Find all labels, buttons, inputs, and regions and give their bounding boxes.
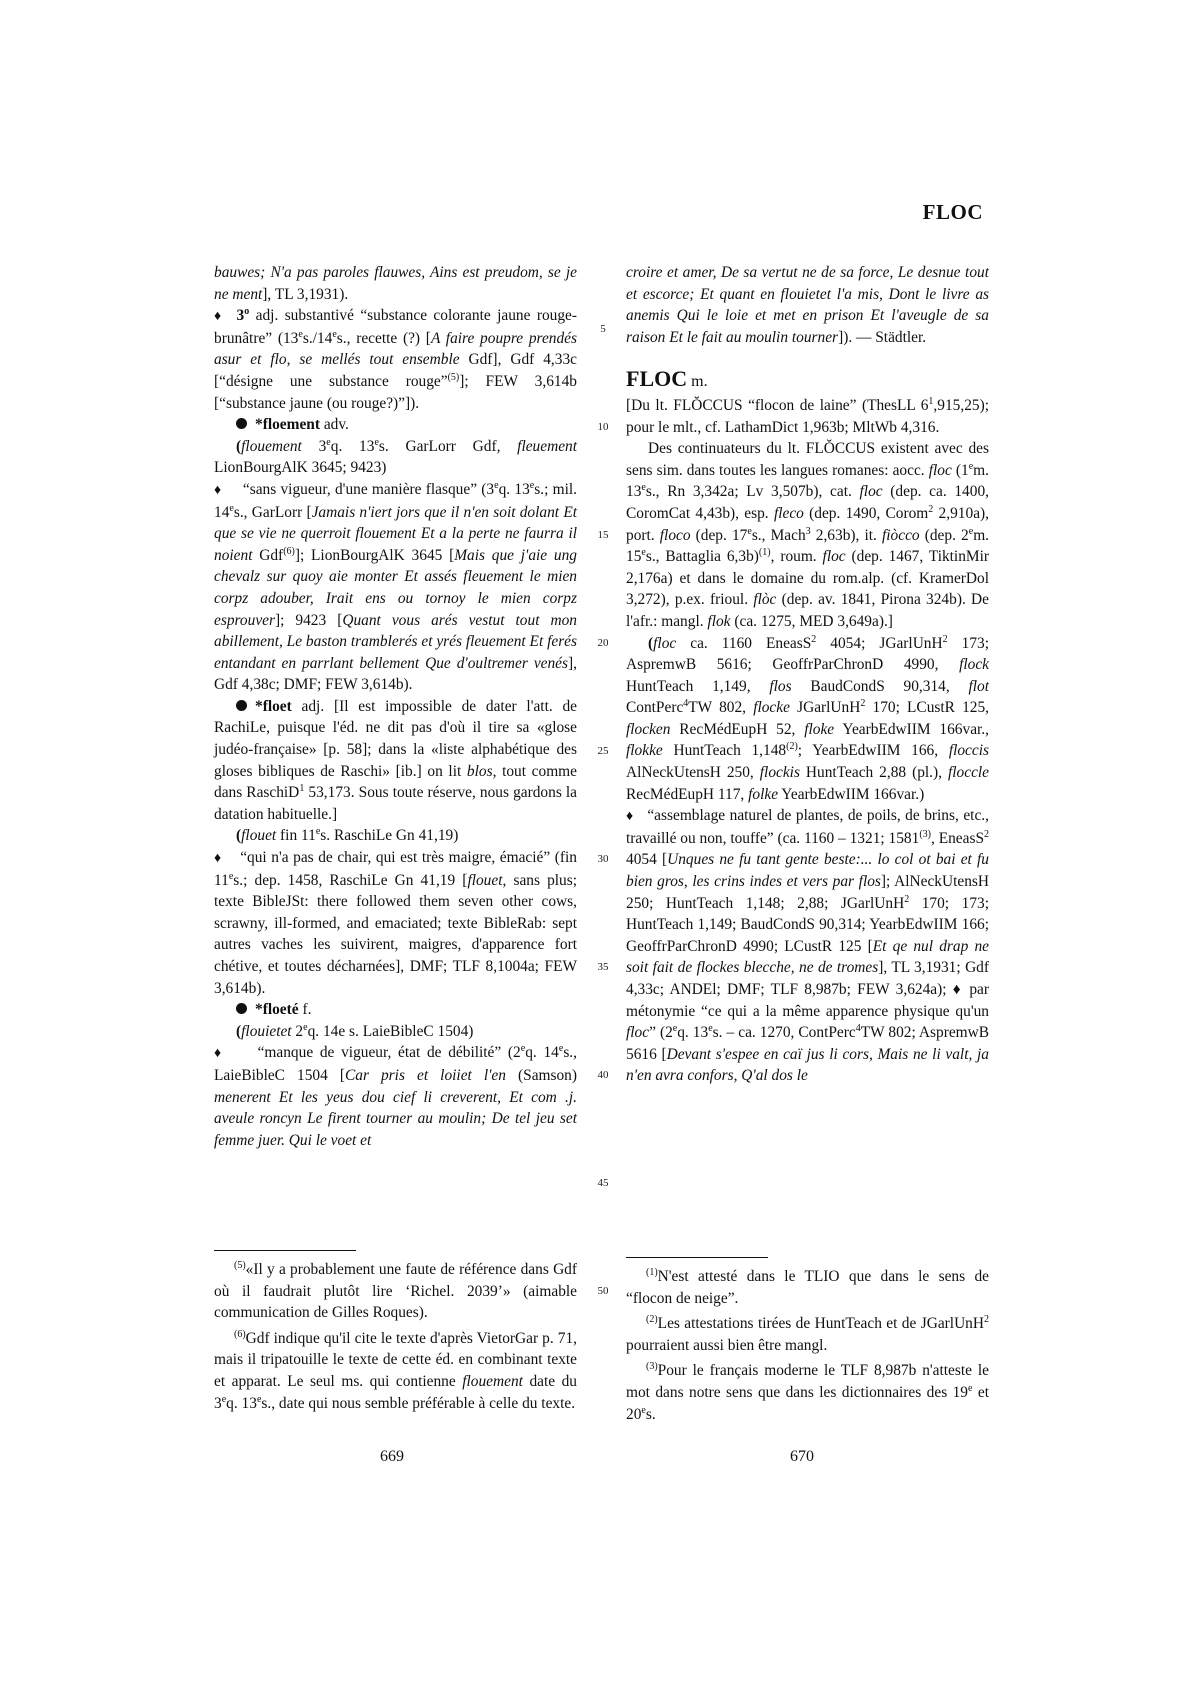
footnote-6: $^{(6)}$Gdf indique qu'il cite le texte d'après VietorGar p. 71, mais il tripatouille le texte de cette éd. en combinant texte et apparat. Le seul ms. qui contienne flouement date du 3eq. 13es., date qui nous semble préférable à celle du texte.: [214, 1328, 577, 1412]
diamond-icon: ♦: [626, 809, 634, 825]
forms-floete: (flouietet 2eq. 14e s. LaieBibleC 1504): [236, 1021, 474, 1040]
sense-3-paragraph: ♦ 3$^o$ adj. substantivé “substance colorante jaune rouge-brunâtre” (13es./14es., recette (?) [A faire poupre prendés asur et flo, se mellés tout ensemble Gdf], Gdf 4,33c [“désigne une substance rouge”$^{(5)}$]; FEW 3,614b [“substance jaune (ou rouge?)”]).: [214, 306, 577, 412]
subentry-floement: *floement adv.: [214, 414, 577, 436]
forms-floc: (floc ca. 1160 EneasS$^2$ 4054; JGarlUnH$^2$ 173; AspremwB 5616; GeoffrParChronD 4990, flock HuntTeach 1,149, flos BaudCondS 90,314, flot ContPerc$^4$TW 802, flocke JGarlUnH$^2$ 170; LCustR 125, flocken RecMédEupH 52, floke YearbEdwIIM 166var., flokke HuntTeach 1,148$^{(2)}$; YearbEdwIIM 166, floccis AlNeckUtensH 250, flockis HuntTeach 2,88 (pl.), floccle RecMédEupH 117, folke YearbEdwIIM 166var.): [626, 633, 990, 803]
line-number: 30: [597, 853, 609, 865]
line-number: 40: [597, 1069, 609, 1081]
footnotes-left: [214, 1250, 577, 1418]
diamond-icon: ♦: [952, 981, 964, 998]
line-number: 10: [597, 421, 609, 433]
subentry-floet: *floet adj. [Il est impossible de dater l'att. de RachiLe, puisque l'éd. ne dit pas d'où il tire sa «glose judéo-française» [p. 58]; dans la «liste alphabétique des gloses bibliques de Raschi» [ib.] on lit blos, tout comme dans RaschiD$^1$ 53,173. Sous toute réserve, nous gardons la datation habituelle.]: [214, 697, 577, 823]
etymology-paragraph: [Du lt. FLŎCCUS “flocon de laine” (ThesLL $6^1,915,25$); pour le mlt., cf. LathamDict 1,963b; MltWb 4,316.: [626, 395, 989, 436]
footnote-ref-1[interactable]: (1): [758, 547, 771, 558]
left-paragraph-1: bauwes; N'a pas paroles flauwes, Ains est preudom, se je ne ment], TL 3,1931).: [214, 264, 577, 303]
right-column: [626, 262, 989, 1087]
bullet-dot-icon: [236, 1003, 247, 1014]
line-number: 5: [600, 323, 606, 335]
romance-continuants-paragraph: Des continuateurs du lt. FLŎCCUS existent avec des sens sim. dans toutes les langues romanes: aocc. floc (1em. 13es., Rn 3,342a; Lv 3,507b), cat. floc (dep. ca. 1400, CoromCat 4,43b), esp. fleco (dep. 1490, Corom$^2$ 2,910a), port. floco (dep. 17es., Mach$^3$ 2,63b), it. fiòcco (dep. 2em. 15es., Battaglia 6,3b)$^{(1)}$, roum. floc (dep. 1467, TiktinMir 2,176a) et dans le domaine du rom.alp. (cf. KramerDol 3,272), p.ex. frioul. flòc (dep. av. 1841, Pirona 324b). De l'afr.: mangl. flok (ca. 1275, MED 3,649a).]: [626, 440, 990, 630]
sense-floement: ♦ “sans vigueur, d'une manière flasque” (3eq. 13es.; mil. 14es., GarLorr [Jamais n'iert jors que il n'en soit dolant Et que se vie ne querroit flouement Et a la perte ne faurra il noient Gdf$^{(6)}$]; LionBourgAlK 3645 [Mais que j'aie ung chevalz sur quoy aie monter Et assés fleuement le mien corpz adouber, Irait ens ou tornoy le mien corpz esprouver]; 9423 [Quant vous arés vestut tout mon abillement, Le baston tramblerés et yrés fleuement Et ferés entandant en parrlant bellement Que d'oultremer venés], Gdf 4,38c; DMF; FEW 3,614b).: [214, 479, 577, 694]
footnote-2: $^{(2)}$Les attestations tirées de HuntTeach et de JGarlUnH$^2$ pourraient aussi bien être mangl.: [626, 1314, 989, 1354]
entry-headword: FLOC m.: [626, 366, 708, 392]
footnotes-right: [626, 1257, 989, 1429]
line-number: 50: [597, 1285, 609, 1297]
sense-floet: ♦ “qui n'a pas de chair, qui est très maigre, émacié” (fin 11es.; dep. 1458, RaschiLe Gn 41,19 [flouet, sans plus; texte BibleJSt: there followed them seven other cows, scrawny, ill-formed, and emaciated; texte BibleRab: sept autres vaches les suivirent, maigres, d'apparence fort chétive, et toutes décharnées], DMF; TLF 8,1004a; FEW 3,614b).: [214, 849, 577, 997]
diamond-icon: ♦: [214, 1046, 225, 1062]
line-number: 20: [597, 637, 609, 649]
footnote-rule: [626, 1257, 768, 1258]
left-column: [214, 262, 577, 1151]
sense-floete: ♦ “manque de vigueur, état de débilité” (2eq. 14es., LaieBibleC 1504 [Car pris et loiiet l'en (Samson) menerent Et les yeus dou cief li creverent, Et com .j. aveule roncyn Le firent tourner au moulin; De tel jeu set femme juer. Qui le voet et: [214, 1043, 578, 1149]
footnote-1: $^{(1)}$N'est attesté dans le TLIO que dans le sens de “flocon de neige”.: [626, 1266, 989, 1307]
footnote-ref-5[interactable]: (5): [447, 371, 460, 383]
forms-floet: (flouet fin 11es. RaschiLe Gn 41,19): [236, 826, 459, 845]
line-number: 25: [597, 745, 609, 757]
sense-floc: ♦ “assemblage naturel de plantes, de poils, de brins, etc., travaillé ou non, touffe” (ca. 1160 – 1321; 1581$^{(3)}$, EneasS$^2$ 4054 [Unques ne fu tant gente beste:... lo col ot bai et fu bien gros, les crins indes et vers par flos]; AlNeckUtensH 250; HuntTeach 1,148; 2,88; JGarlUnH$^2$ 170; 173; HuntTeach 1,149; BaudCondS 90,314; YearbEdwIIM 166; GeoffrParChronD 4990; LCustR 125 [Et qe nul drap ne soit fait de flockes blecche, ne de tromes], TL 3,1931; Gdf 4,33c; ANDEl; DMF; TLF 8,987b; FEW 3,624a); ♦ par métonymie “ce qui a la même apparence physique qu'un floc” (2eq. 13es. – ca. 1270, ContPerc$^4$TW 802; AspremwB 5616 [Devant s'espee en caï jus li cors, Mais ne li valt, ja n'en avra confors, Q'al dos le: [626, 807, 990, 1085]
line-number: 35: [597, 961, 609, 973]
footnote-ref-6[interactable]: (6): [283, 545, 295, 557]
footnote-3: $^{(3)}$Pour le français moderne le TLF 8,987b n'atteste le mot dans notre sens que dans les dictionnaires des 19e et 20es.: [626, 1361, 989, 1423]
diamond-icon: ♦: [214, 851, 222, 867]
running-head: FLOC: [922, 200, 983, 224]
footnote-ref-2[interactable]: (2): [786, 741, 798, 753]
diamond-icon: ♦: [214, 309, 224, 325]
page-number-left: 669: [380, 1448, 404, 1465]
footnote-5: $^{(5)}$«Il y a probablement une faute de référence dans Gdf où il faudrait plutôt lire ‘Richel. 2039’» (aimable communication de Gilles Roques).: [214, 1259, 577, 1322]
line-number: 45: [597, 1177, 609, 1189]
subentry-floete: *floeté f.: [214, 999, 577, 1021]
footnote-rule: [214, 1250, 356, 1251]
bullet-dot-icon: [236, 418, 247, 429]
footnote-ref-3[interactable]: (3): [919, 828, 931, 840]
bullet-dot-icon: [236, 700, 247, 711]
right-paragraph-1: croire et amer, De sa vertut ne de sa force, Le desnue tout et escorce; Et quant en flouietet l'a mis, Dont le livre as anemis Qui le loie et met en prison Et l'aveugle de sa raison Et le fait au moulin tourner]). — Städtler.: [626, 264, 989, 346]
diamond-icon: ♦: [214, 482, 222, 498]
line-number: 15: [597, 529, 609, 541]
page-number-right: 670: [790, 1448, 814, 1465]
forms-floement: (flouement 3eq. 13es. GarLorr Gdf, fleuement LionBourgAlK 3645; 9423): [214, 436, 577, 477]
